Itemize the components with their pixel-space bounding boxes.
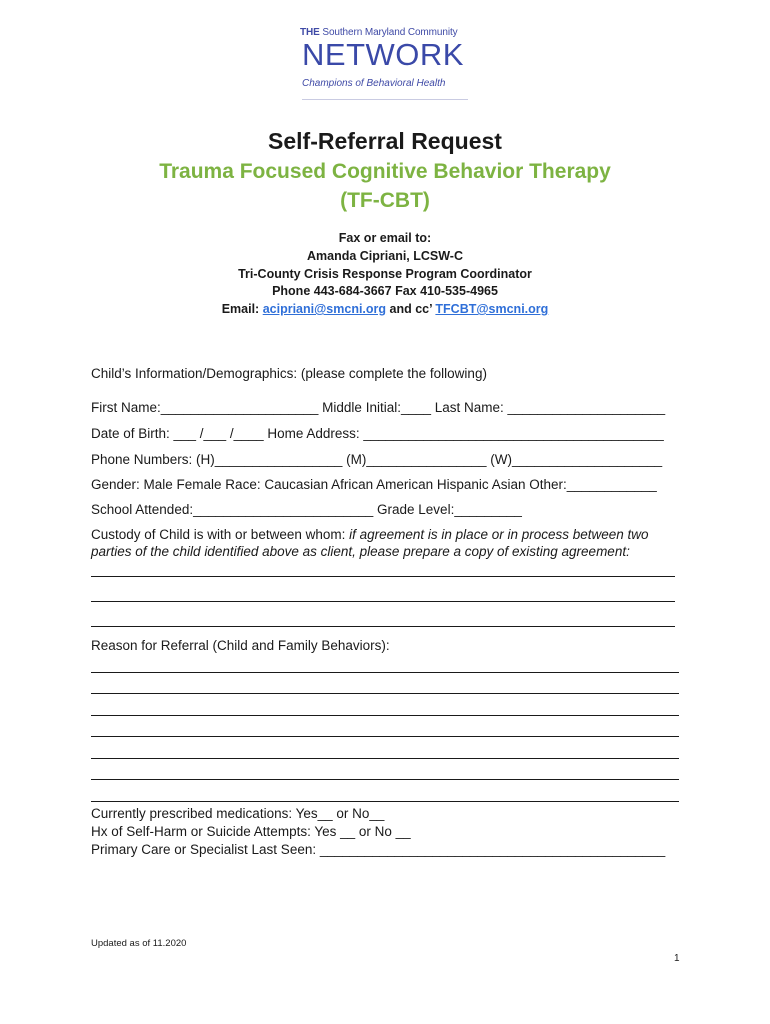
logo-tagline: Champions of Behavioral Health	[302, 78, 446, 89]
school-field-line[interactable]: School Attended:________________________ Grade Level:_________	[91, 502, 522, 517]
reason-answer-line[interactable]	[91, 672, 679, 673]
reason-answer-line[interactable]	[91, 736, 679, 737]
logo-wordmark: NETWORK	[302, 37, 464, 72]
self-harm-field-line[interactable]: Hx of Self-Harm or Suicide Attempts: Yes __ or No __	[91, 824, 411, 839]
medications-field-line[interactable]: Currently prescribed medications: Yes__ or No__	[91, 806, 385, 821]
organization-logo	[300, 27, 470, 91]
reason-answer-line[interactable]	[91, 758, 679, 759]
contact-role: Tri-County Crisis Response Program Coordinator	[238, 267, 532, 281]
contact-email: Email: acipriani@smcni.org and cc’ TFCBT@smcni.org	[221, 302, 549, 316]
logo-line-1: THE Southern Maryland Community	[300, 27, 458, 38]
fax-label: Fax or email to:	[338, 231, 432, 245]
custody-label: Custody of Child is with or between whom: if agreement is in place or in process between two	[91, 527, 649, 542]
custody-answer-line[interactable]	[91, 601, 675, 602]
page-number: 1	[674, 953, 680, 964]
email-link-primary[interactable]: acipriani@smcni.org	[262, 302, 387, 316]
reason-answer-line[interactable]	[91, 693, 679, 694]
custody-instructions: parties of the child identified above as client, please prepare a copy of existing agreement:	[91, 544, 630, 559]
name-field-line[interactable]: First Name:_____________________ Middle Initial:____ Last Name: _____________________	[91, 400, 666, 415]
program-acronym: (TF-CBT)	[340, 189, 430, 212]
contact-phone: Phone 443-684-3667 Fax 410-535-4965	[272, 284, 498, 298]
reason-answer-line[interactable]	[91, 715, 679, 716]
phone-field-line[interactable]: Phone Numbers: (H)_________________ (M)________________ (W)____________________	[91, 452, 663, 467]
custody-answer-line[interactable]	[91, 576, 675, 577]
custody-answer-line[interactable]	[91, 626, 675, 627]
gender-race-field-line[interactable]: Gender: Male Female Race: Caucasian African American Hispanic Asian Other:____________	[91, 477, 657, 492]
email-link-cc[interactable]: TFCBT@smcni.org	[435, 302, 549, 316]
demographics-intro: Child’s Information/Demographics: (please complete the following)	[91, 366, 487, 381]
reason-answer-line[interactable]	[91, 779, 679, 780]
dob-address-field-line[interactable]: Date of Birth: ___ /___ /____ Home Address: ________________________________________	[91, 426, 664, 441]
updated-date: Updated as of 11.2020	[91, 938, 187, 949]
page-title: Self-Referral Request	[268, 128, 502, 154]
reason-answer-line[interactable]	[91, 801, 679, 802]
logo-divider	[302, 99, 468, 100]
primary-care-field-line[interactable]: Primary Care or Specialist Last Seen: ______________________________________________	[91, 842, 666, 857]
program-title: Trauma Focused Cognitive Behavior Therapy	[159, 160, 611, 183]
reason-label: Reason for Referral (Child and Family Behaviors):	[91, 638, 390, 653]
contact-name: Amanda Cipriani, LCSW-C	[306, 249, 463, 263]
